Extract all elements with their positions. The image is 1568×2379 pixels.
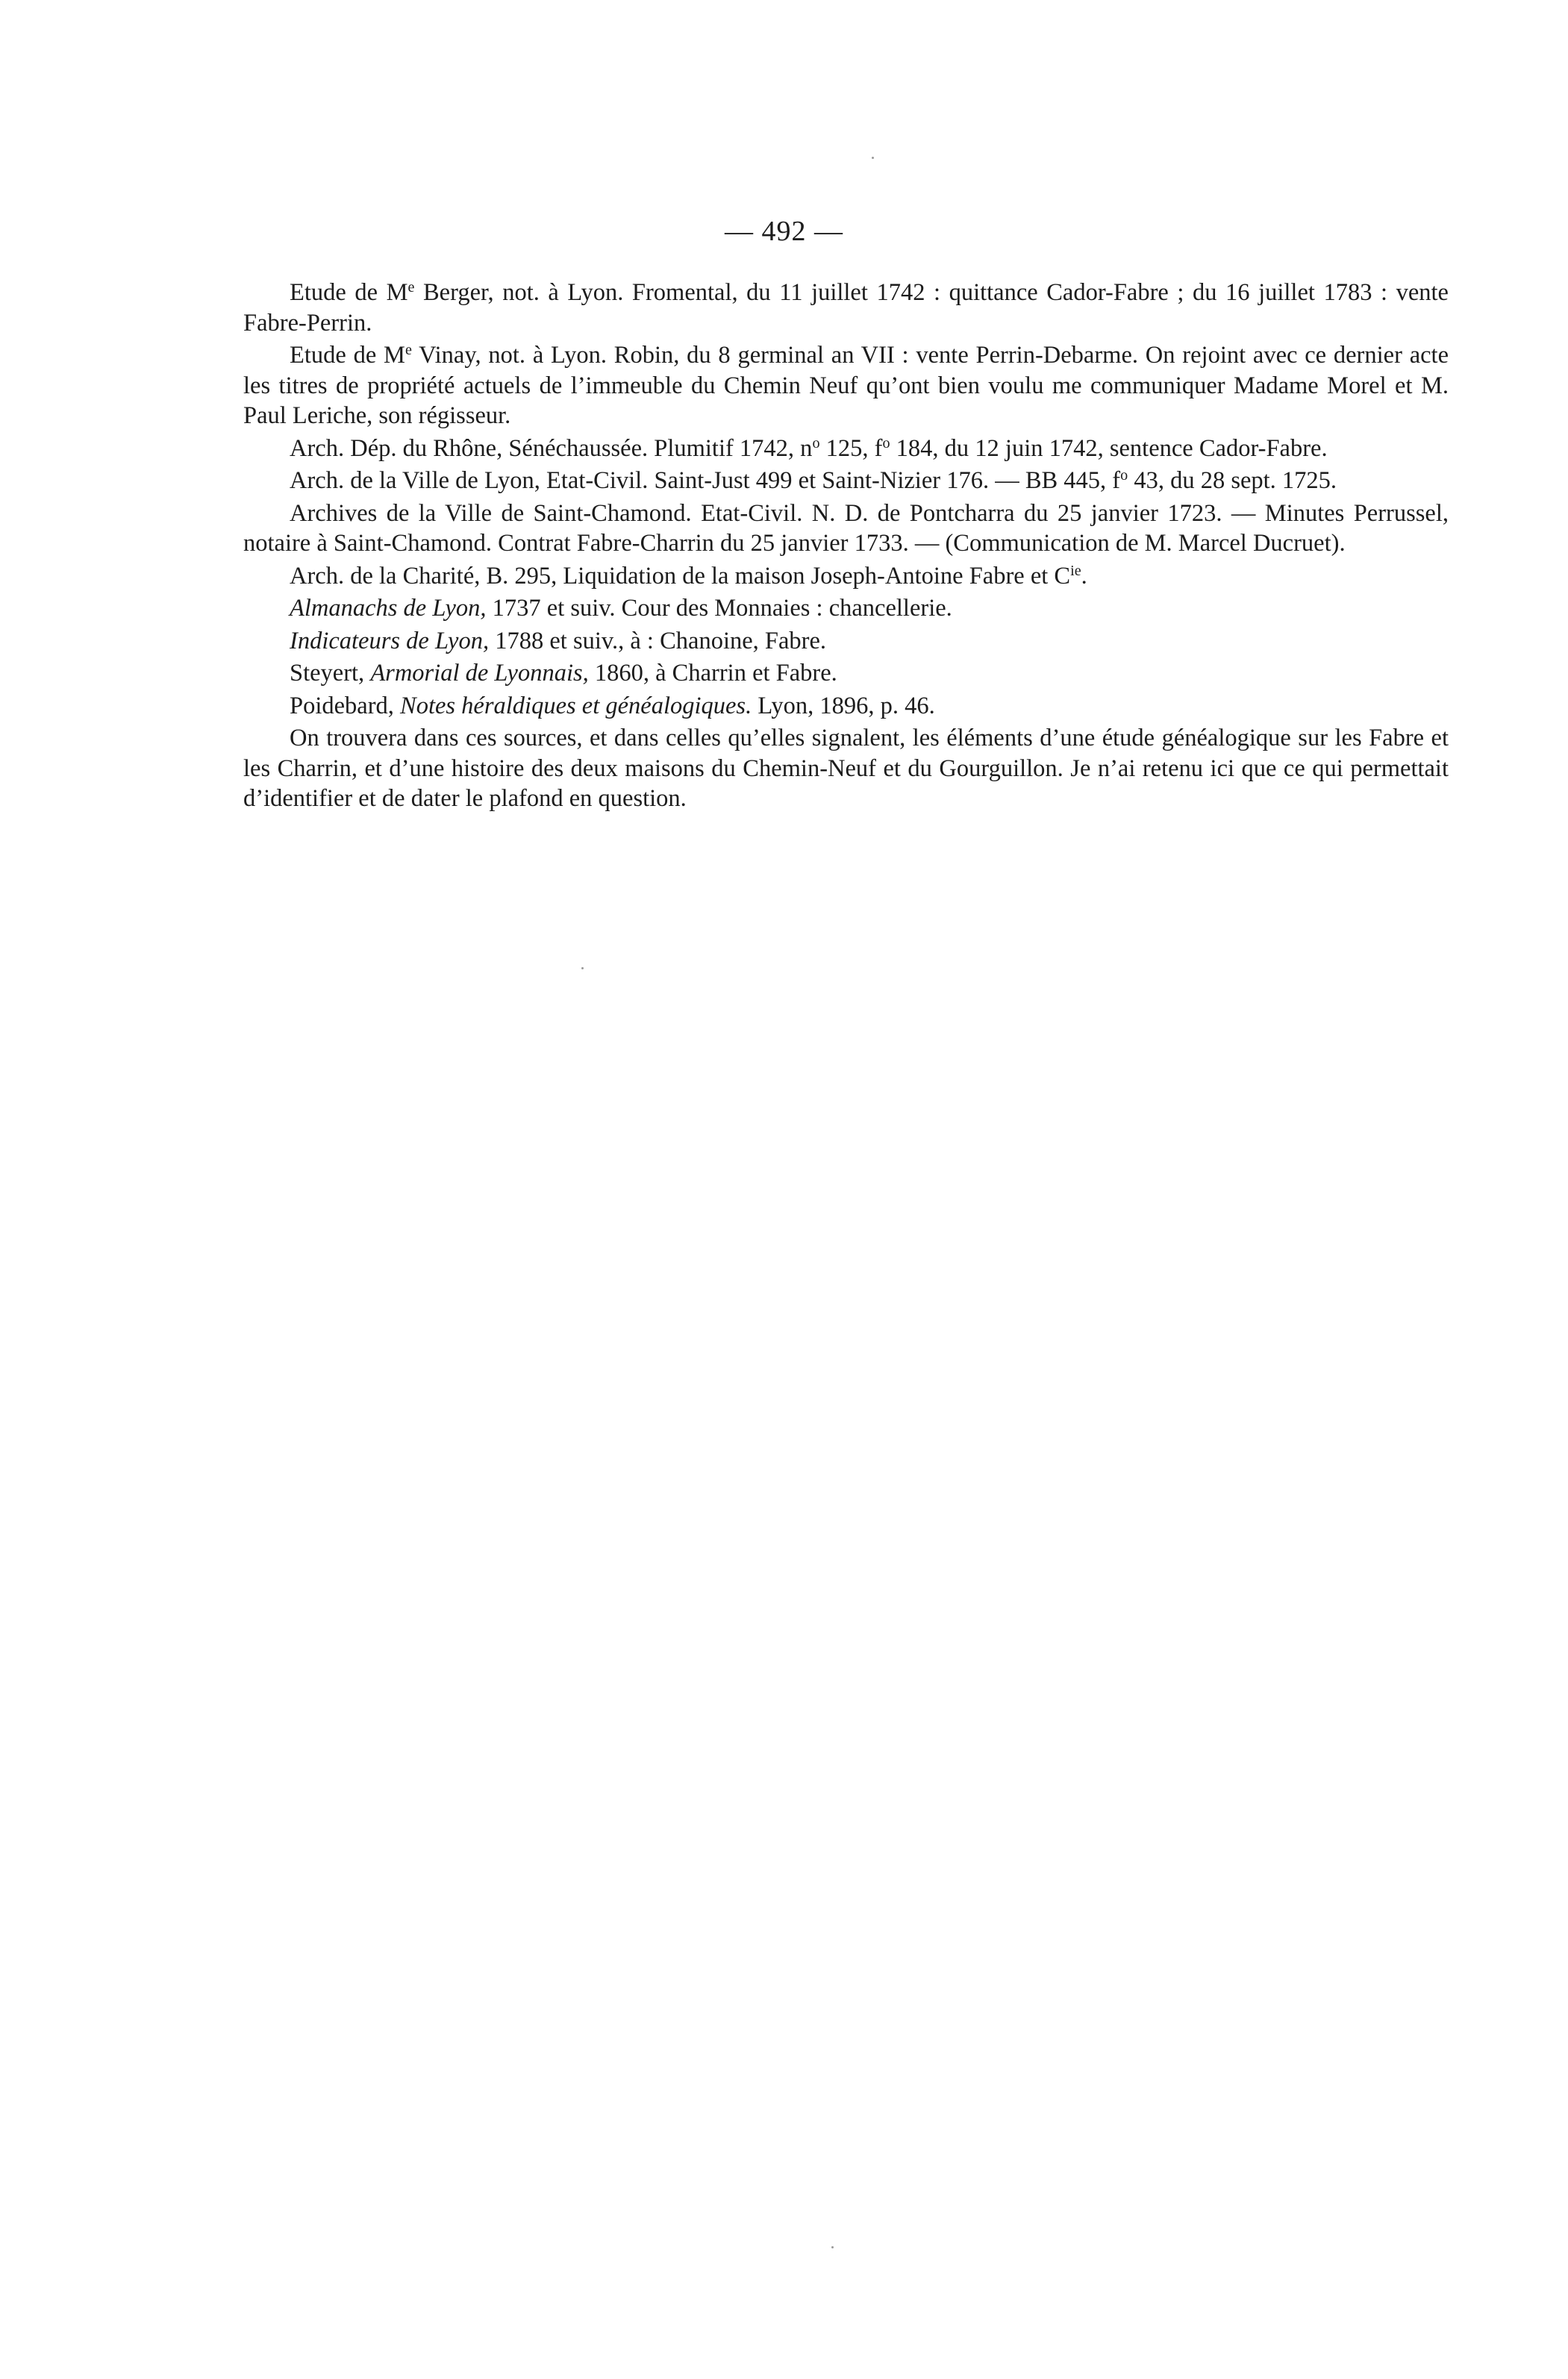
reference-paragraph xyxy=(243,593,1449,624)
paragraph-text: 125, f xyxy=(819,434,883,462)
superscript-text: e xyxy=(407,278,415,296)
paragraph-text: 1860, à Charrin et Fabre. xyxy=(588,660,837,687)
reference-paragraph xyxy=(243,723,1449,814)
reference-paragraph xyxy=(243,278,1449,338)
page-number: — 492 — xyxy=(725,216,843,247)
reference-paragraph xyxy=(243,466,1449,496)
paragraph-text: Steyert, xyxy=(290,660,371,687)
paragraph-text: Etude de M xyxy=(290,342,405,369)
paragraph-text: Vinay, not. à Lyon. Robin, du 8 germinal an VII : vente Perrin-Debarme. On rejoint avec ce dernier acte les titres de propriété actuels de l’immeuble du Chemin Neuf qu’ont bien voulu me communiquer Madame Morel et M. Paul Leriche, son régisseur. xyxy=(243,342,1449,429)
superscript-text: e xyxy=(405,341,412,358)
paragraph-text: . xyxy=(1081,562,1087,590)
reference-paragraph xyxy=(243,340,1449,431)
italic-title: Almanachs de Lyon, xyxy=(290,595,487,622)
paragraph-text: On trouvera dans ces sources, et dans celles qu’elles signalent, les éléments d’une étude généalogique sur les Fabre et les Charrin, et d’une histoire des deux maisons du Chemin-Neuf et du Gourguillon. Je n’ai retenu ici que ce qui permettait d’identifier et de dater le plafond en question. xyxy=(243,725,1449,812)
paragraph-text: 1737 et suiv. Cour des Monnaies : chancellerie. xyxy=(486,595,952,622)
superscript-text: o xyxy=(812,434,820,451)
paragraph-text: Arch. de la Ville de Lyon, Etat-Civil. Saint-Just 499 et Saint-Nizier 176. — BB 445, f xyxy=(290,467,1121,494)
italic-title: Indicateurs de Lyon, xyxy=(290,627,490,654)
superscript-text: ie xyxy=(1070,562,1081,579)
paragraph-text: Berger, not. à Lyon. Fromental, du 11 juillet 1742 : quittance Cador-Fabre ; du 16 juillet 1783 : vente Fabre-Perrin. xyxy=(243,279,1449,337)
paragraph-text: Etude de M xyxy=(290,279,408,306)
reference-paragraph xyxy=(243,626,1449,657)
reference-paragraph xyxy=(243,561,1449,592)
document-body xyxy=(243,278,1449,816)
reference-paragraph xyxy=(243,498,1449,559)
reference-paragraph xyxy=(243,658,1449,689)
scan-speck xyxy=(831,2246,834,2248)
paragraph-text: Archives de la Ville de Saint-Chamond. Etat-Civil. N. D. de Pontcharra du 25 janvier 1723. — Minutes Perrussel, notaire à Saint-Chamond. Contrat Fabre-Charrin du 25 janvier 1733. — (Communication de M. Marcel Ducruet). xyxy=(243,499,1449,557)
reference-paragraph xyxy=(243,691,1449,722)
italic-title: Notes héraldiques et généalogiques. xyxy=(400,692,752,719)
reference-paragraph xyxy=(243,434,1449,464)
superscript-text: o xyxy=(1120,466,1128,484)
paragraph-text: 1788 et suiv., à : Chanoine, Fabre. xyxy=(489,627,827,654)
paragraph-text: 184, du 12 juin 1742, sentence Cador-Fabre. xyxy=(890,434,1328,462)
paragraph-text: Arch. Dép. du Rhône, Sénéchaussée. Plumitif 1742, n xyxy=(290,434,813,462)
paragraph-text: Lyon, 1896, p. 46. xyxy=(752,692,935,719)
italic-title: Armorial de Lyonnais, xyxy=(370,660,589,687)
paragraph-text: Poidebard, xyxy=(290,692,401,719)
superscript-text: o xyxy=(882,434,890,451)
scan-speck xyxy=(872,157,874,159)
scan-speck xyxy=(581,967,584,969)
paragraph-text: Arch. de la Charité, B. 295, Liquidation de la maison Joseph-Antoine Fabre et C xyxy=(290,562,1071,590)
paragraph-text: 43, du 28 sept. 1725. xyxy=(1128,467,1337,494)
